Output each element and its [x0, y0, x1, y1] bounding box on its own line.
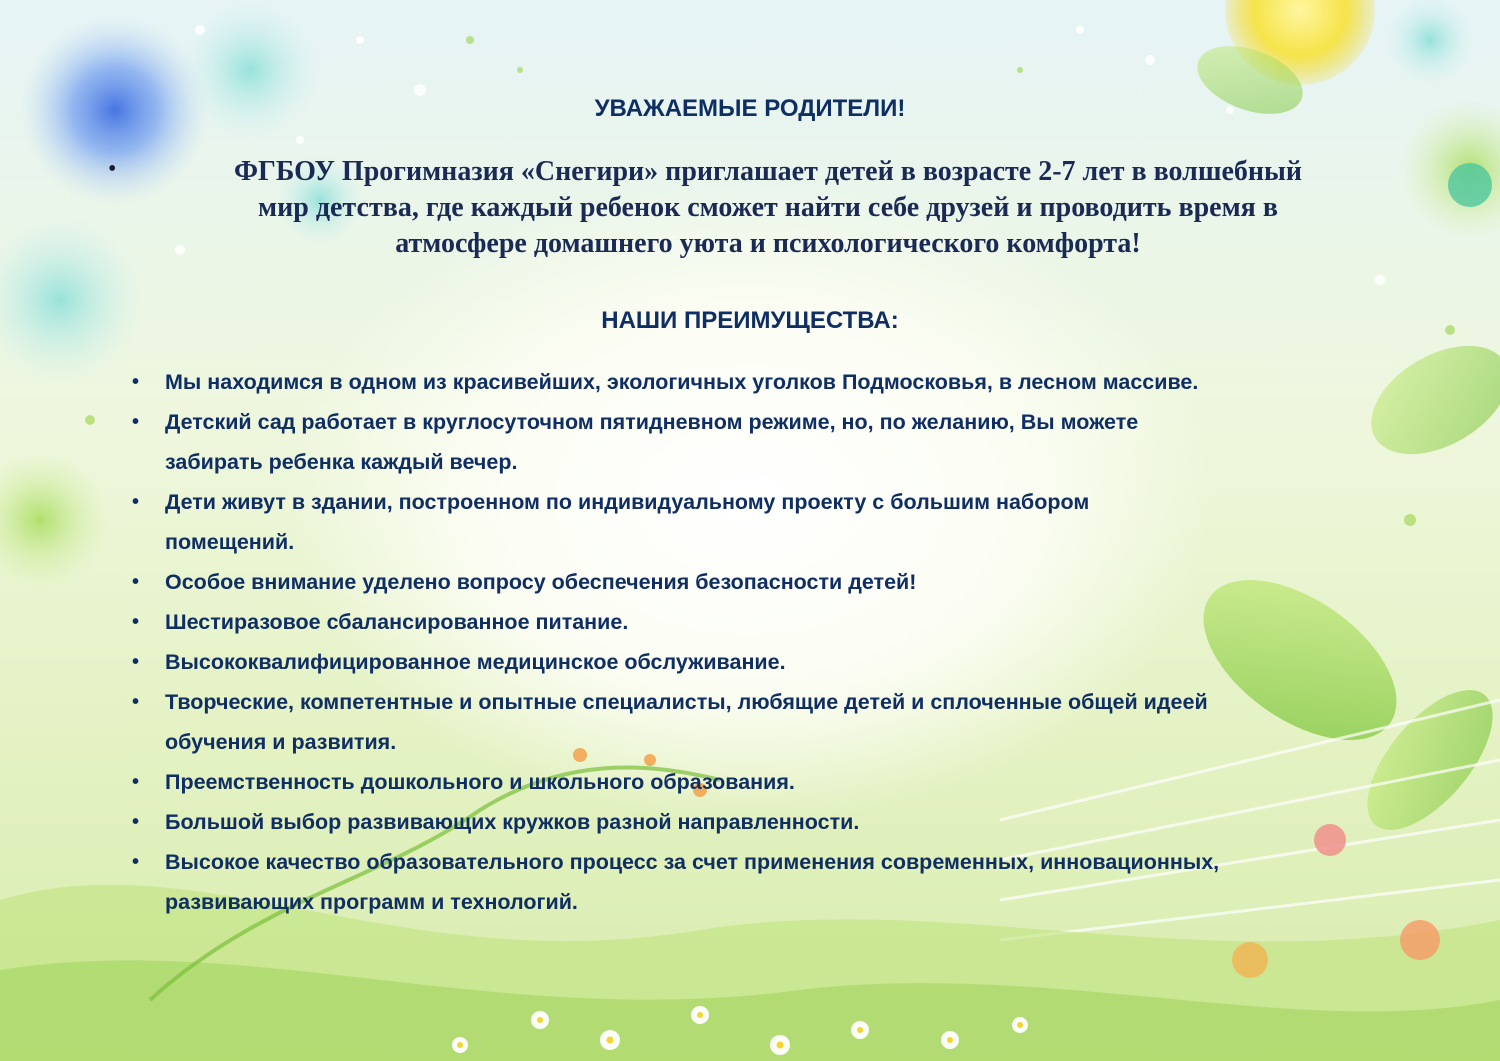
list-item — [130, 842, 1380, 922]
bullet-point: • — [132, 571, 140, 593]
intro-line: атмосфере домашнего уюта и психологического комфорта! — [395, 228, 1141, 259]
list-item — [130, 602, 1380, 642]
bullet-point: • — [132, 491, 140, 513]
intro-paragraph — [108, 154, 1398, 262]
list-item-line: Шестиразовое сбалансированное питание. — [165, 610, 629, 634]
intro-line: ФГБОУ Прогимназия «Снегири» приглашает детей в возрасте 2-7 лет в волшебный — [233, 156, 1303, 187]
list-item-line: Особое внимание уделено вопросу обеспечения безопасности детей! — [165, 570, 917, 594]
bullet-point: • — [132, 811, 140, 833]
bullet-point: • — [132, 651, 140, 673]
list-item — [130, 402, 1380, 482]
list-item-line: помещений. — [165, 530, 295, 554]
list-item-line: Высококвалифицированное медицинское обслуживание. — [165, 650, 786, 674]
bullet-point: • — [132, 851, 140, 873]
advantages-list — [130, 362, 1380, 922]
list-item — [130, 682, 1380, 762]
list-item-line: Детский сад работает в круглосуточном пятидневном режиме, но, по желанию, Вы можете — [165, 410, 1139, 434]
list-item-line: Мы находимся в одном из красивейших, экологичных уголков Подмосковья, в лесном массиве. — [165, 370, 1199, 394]
list-item — [130, 762, 1380, 802]
intro-text — [138, 154, 1398, 262]
list-item-line: Творческие, компетентные и опытные специалисты, любящие детей и сплоченные общей идеей — [165, 690, 1208, 714]
bullet-point: • — [132, 611, 140, 633]
list-item — [130, 482, 1380, 562]
list-item-line: Дети живут в здании, построенном по индивидуальному проекту с большим набором — [165, 490, 1090, 514]
greeting-heading: УВАЖАЕМЫЕ РОДИТЕЛИ! — [594, 95, 906, 122]
intro-line: мир детства, где каждый ребенок сможет найти себе друзей и проводить время в — [258, 192, 1278, 223]
advantages-heading: НАШИ ПРЕИМУЩЕСТВА: — [601, 307, 899, 334]
list-item-line: Большой выбор развивающих кружков разной направленности. — [165, 810, 860, 834]
list-item-line: обучения и развития. — [165, 730, 397, 754]
list-item-line: развивающих программ и технологий. — [165, 890, 578, 914]
intro-bullet: • — [108, 156, 117, 182]
bullet-point: • — [132, 771, 140, 793]
bullet-point: • — [132, 691, 140, 713]
bullet-point: • — [132, 371, 140, 393]
list-item-line: забирать ребенка каждый вечер. — [165, 450, 518, 474]
list-item — [130, 642, 1380, 682]
list-item — [130, 362, 1380, 402]
list-item — [130, 562, 1380, 602]
list-item-line: Преемственность дошкольного и школьного образования. — [165, 770, 795, 794]
bullet-point: • — [132, 411, 140, 433]
list-item-line: Высокое качество образовательного процесс за счет применения современных, инновационных, — [165, 850, 1220, 874]
list-item — [130, 802, 1380, 842]
